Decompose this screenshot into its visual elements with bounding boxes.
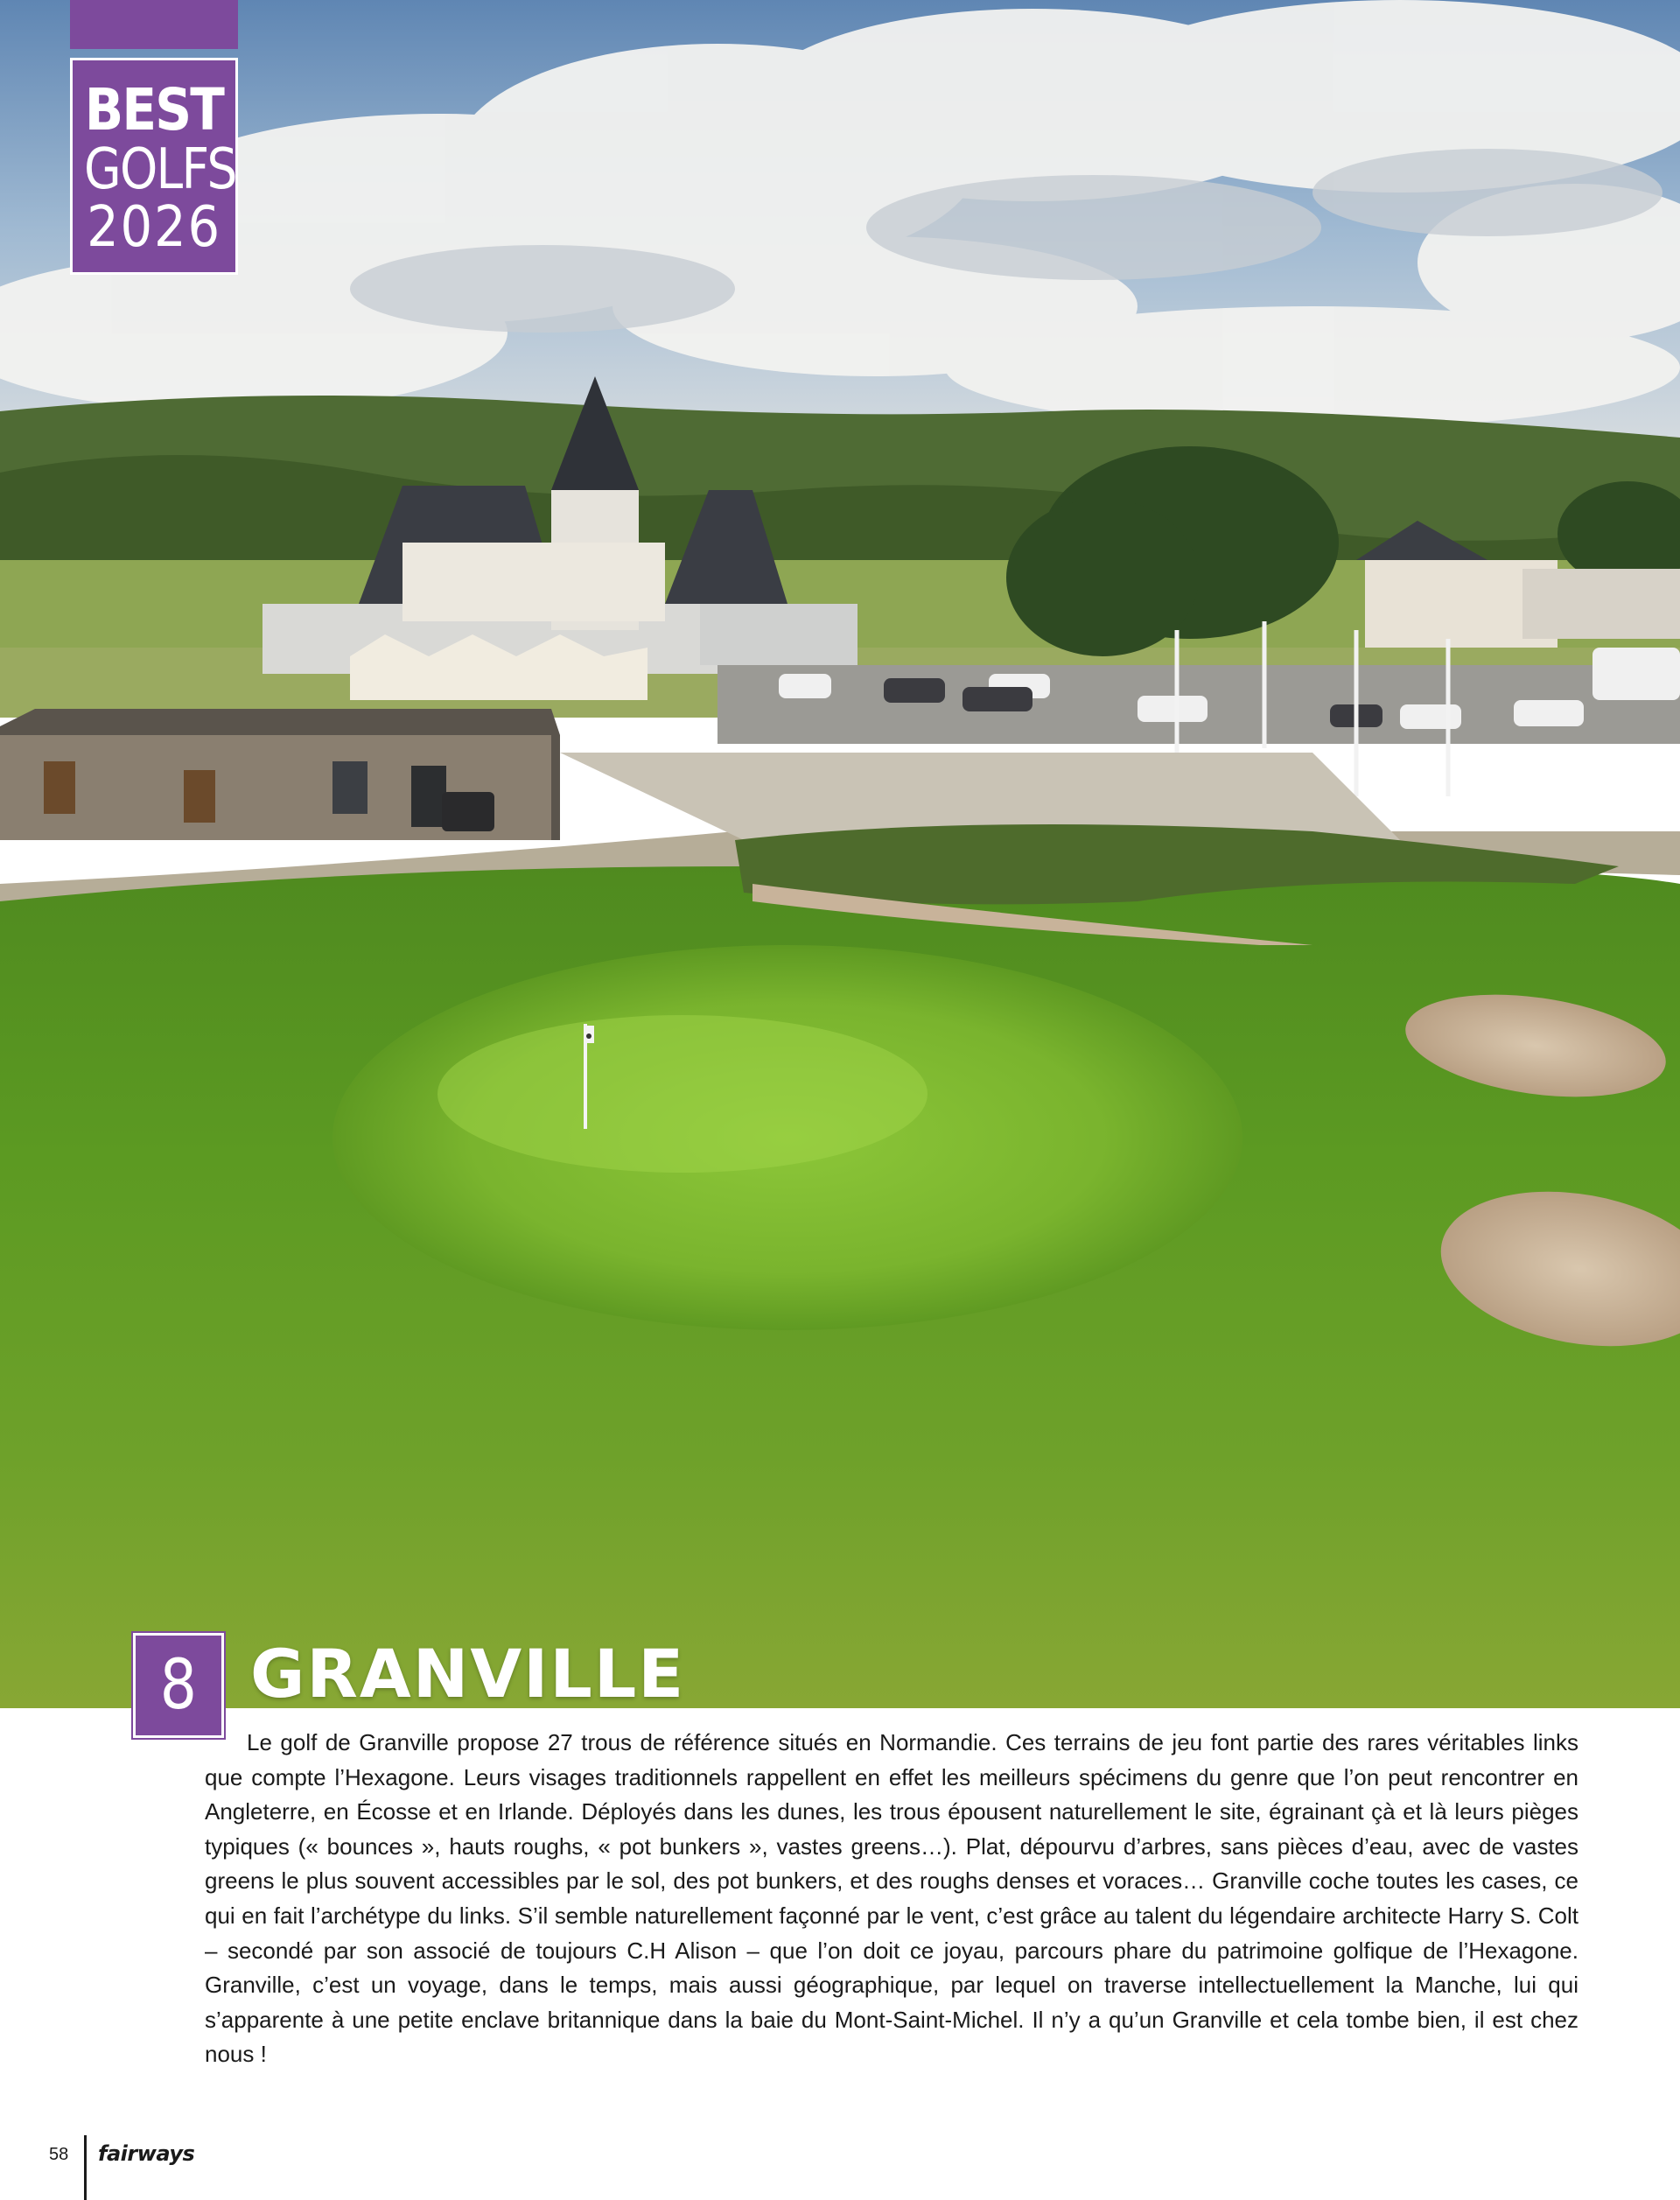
badge-line-golfs: GOLFS [84, 137, 236, 202]
footer-divider [84, 2135, 87, 2200]
badge-top-strip [70, 0, 238, 49]
rank-badge [133, 1633, 224, 1738]
badge-line-best: BEST [84, 76, 224, 144]
rank-number: 8 [159, 1646, 198, 1725]
badge-line-year: 2026 [87, 195, 221, 260]
magazine-brand: fairways [98, 2141, 195, 2166]
article-body: Le golf de Granville propose 27 trous de référence situés en Normandie. Ces terrains de jeu font partie des rares véritables links que compte l’Hexagone. Leurs visages traditionnels rappellent en effet les meilleurs spécimens du genre que l’on peut rencontrer en Angleterre, en Écosse et en Irlande. Déployés dans les dunes, les trous épousent naturellement le site, égrainant çà et là leurs pièges typiques (« bounces », hauts roughs, « pot bunkers », vastes greens…). Plat, dépourvu d’arbres, sans pièces d’eau, avec de vastes greens le plus souvent accessibles par le sol, des pot bunkers, et des roughs denses et voraces… Granville coche toutes les cases, ce qui en fait l’archétype du links. S’il semble naturellement façonné par le vent, c’est grâce au talent du légendaire architecte Harry S. Colt – secondé par son associé de toujours C.H Alison – que l’on doit ce joyau, parcours phare du patrimoine golfique de l’Hexagone. Granville, c’est un voyage, dans le temps, mais aussi géographique, par lequel on traverse intellectuellement la Manche, lui qui s’apparente à une petite enclave britannique dans la baie du Mont-Saint-Michel. Il n’y a qu’un Granville et cela tombe bien, il est chez nous ! [205, 1729, 1578, 2068]
page-title: GRANVILLE [250, 1635, 686, 1713]
best-golfs-badge [70, 58, 238, 275]
page-number: 58 [49, 2145, 69, 2164]
